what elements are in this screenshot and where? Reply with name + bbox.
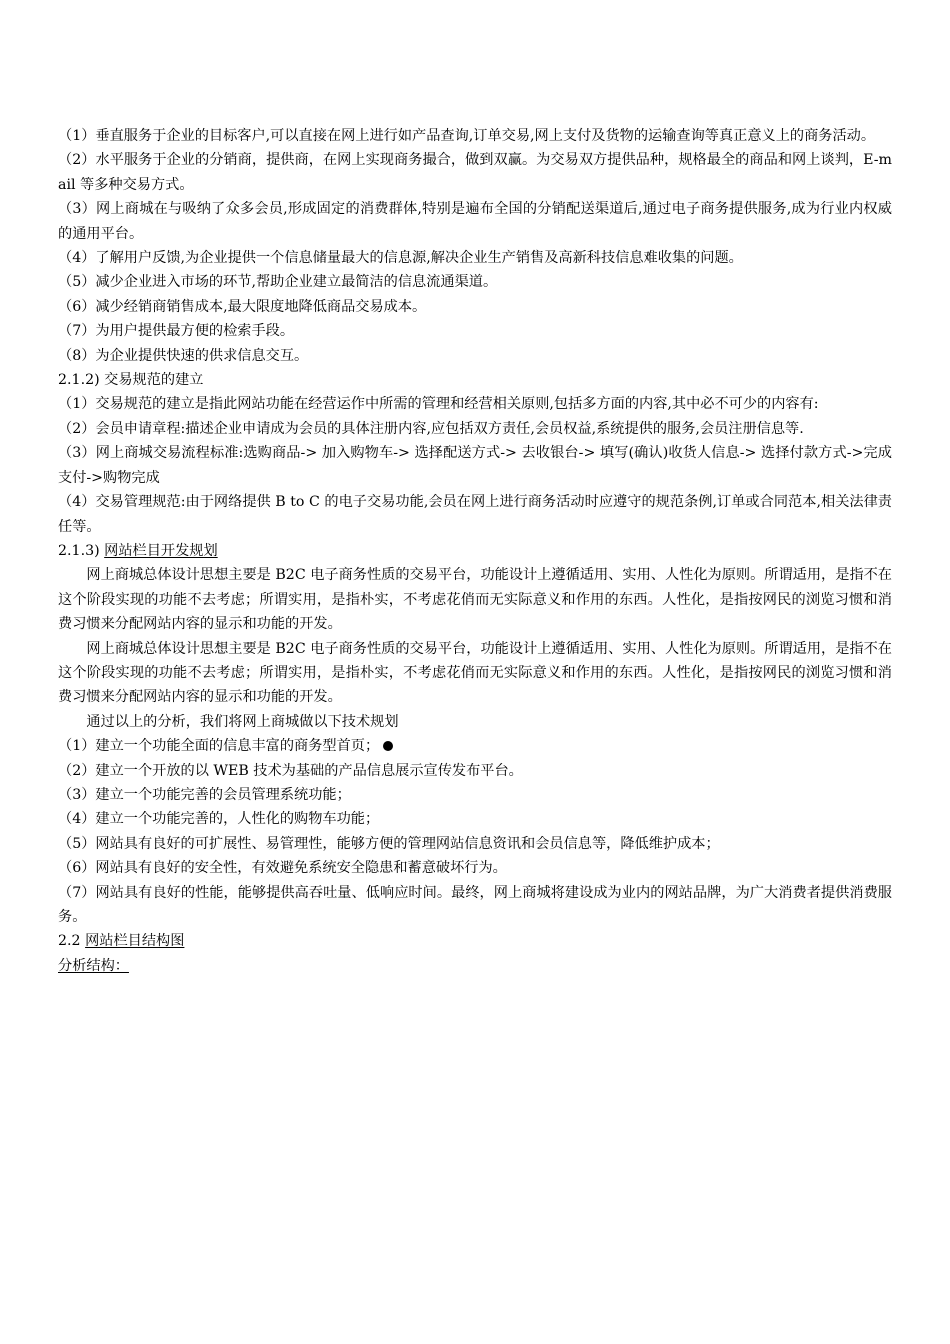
- list-item: [58, 734, 892, 758]
- list-item: （4）交易管理规范:由于网络提供 B to C 的电子交易功能,会员在网上进行商务活动时应遵守的规范条例,订单或合同范本,相关法律责任等。: [58, 494, 892, 535]
- tech-plan-list: [58, 734, 892, 929]
- list-item: （3）建立一个功能完善的会员管理系统功能；: [58, 786, 351, 803]
- list-item: （3）网上商城在与吸纳了众多会员,形成固定的消费群体,特别是遍布全国的分销配送渠道后,通过电子商务提供服务,成为行业内权威的通用平台。: [58, 201, 892, 242]
- heading-title: 网站栏目结构图: [85, 933, 185, 950]
- list-item: （8）为企业提供快速的供求信息交互。: [58, 347, 309, 364]
- list-item: （4）建立一个功能完善的，人性化的购物车功能；: [58, 811, 380, 828]
- list-item: （4）了解用户反馈,为企业提供一个信息储量最大的信息源,解决企业生产销售及高新科技信息难收集的问题。: [58, 250, 743, 267]
- heading-title: 网站栏目开发规划: [104, 542, 218, 559]
- list-item: （5）网站具有良好的可扩展性、易管理性，能够方便的管理网站信息资讯和会员信息等，降低维护成本；: [58, 835, 720, 852]
- list-item: （2）建立一个开放的以 WEB 技术为基础的产品信息展示宣传发布平台。: [58, 762, 523, 779]
- heading-number: 2.1.3): [58, 542, 105, 559]
- list-item: （7）为用户提供最方便的检索手段。: [58, 323, 295, 340]
- bullet-dot-icon: [383, 741, 393, 751]
- section-heading-trade-rules: 2.1.2) 交易规范的建立: [58, 372, 204, 389]
- body-paragraph-intro: 通过以上的分析，我们将网上商城做以下技术规划: [86, 713, 399, 730]
- list-item: （1）垂直服务于企业的目标客户,可以直接在网上进行如产品查询,订单交易,网上支付及货物的运输查询等真正意义上的商务活动。: [58, 128, 876, 144]
- list-item: （1）交易规范的建立是指此网站功能在经营运作中所需的管理和经营相关原则,包括多方面的内容,其中必不可少的内容有:: [58, 396, 819, 413]
- section-heading-column-planning: [58, 539, 892, 563]
- goal-list: [58, 124, 892, 368]
- list-item: （5）减少企业进入市场的环节,帮助企业建立最简洁的信息流通渠道。: [58, 274, 498, 291]
- section-heading-structure-chart: [58, 929, 892, 953]
- list-item: （2）会员申请章程:描述企业申请成为会员的具体注册内容,应包括双方责任,会员权益,系统提供的服务,会员注册信息等.: [58, 420, 804, 437]
- body-paragraph: 网上商城总体设计思想主要是 B2C 电子商务性质的交易平台，功能设计上遵循适用、实用、人性化为原则。所谓适用，是指不在这个阶段实现的功能不去考虑；所谓实用，是指朴实，不考虑花俏而无实际意义和作用的东西。人性化，是指按网民的浏览习惯和消费习惯来分配网站内容的显示和功能的开发。: [58, 640, 892, 706]
- trade-rules-list: [58, 392, 892, 538]
- document-page: [58, 124, 892, 978]
- list-item: （6）网站具有良好的安全性，有效避免系统安全隐患和蓄意破坏行为。: [58, 860, 507, 877]
- sub-heading-text: 分析结构：: [58, 957, 129, 974]
- body-paragraph: 网上商城总体设计思想主要是 B2C 电子商务性质的交易平台，功能设计上遵循适用、实用、人性化为原则。所谓适用，是指不在这个阶段实现的功能不去考虑；所谓实用，是指朴实，不考虑花俏而无实际意义和作用的东西。人性化，是指按网民的浏览习惯和消费习惯来分配网站内容的显示和功能的开发。: [58, 567, 892, 633]
- list-item: （2）水平服务于企业的分销商，提供商，在网上实现商务撮合，做到双赢。为交易双方提供品种，规格最全的商品和网上谈判，E-mail 等多种交易方式。: [58, 152, 892, 193]
- list-item: （6）减少经销商销售成本,最大限度地降低商品交易成本。: [58, 298, 427, 315]
- heading-number: 2.2: [58, 933, 86, 950]
- list-item: （3）网上商城交易流程标准:选购商品-> 加入购物车-> 选择配送方式-> 去收银台-> 填写(确认)收货人信息-> 选择付款方式->完成支付->购物完成: [58, 445, 892, 486]
- sub-heading: [58, 954, 892, 978]
- list-item: （7）网站具有良好的性能，能够提供高吞吐量、低响应时间。最终，网上商城将建设成为业内的网站品牌，为广大消费者提供消费服务。: [58, 884, 892, 925]
- list-item-text: （1）建立一个功能全面的信息丰富的商务型首页；: [58, 738, 380, 755]
